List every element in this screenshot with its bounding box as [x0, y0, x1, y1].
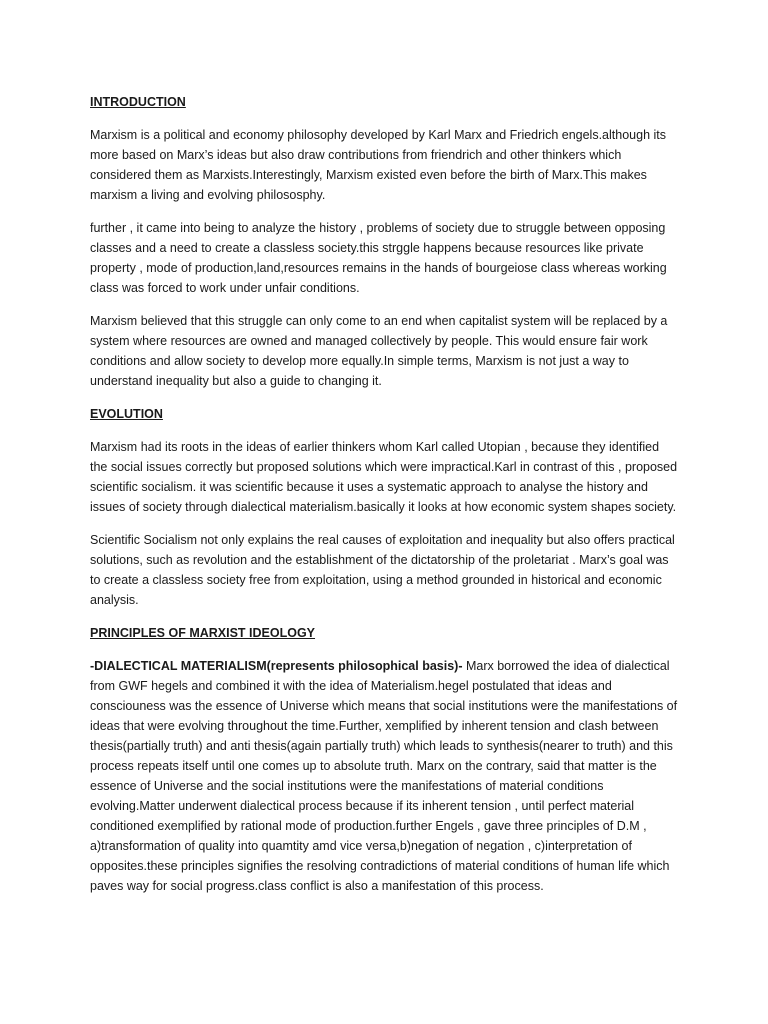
heading-principles: PRINCIPLES OF MARXIST IDEOLOGY — [90, 626, 316, 640]
evolution-paragraph-1: Marxism had its roots in the ideas of earlier thinkers whom Karl called Utopian , because they identified the social issues correctly but proposed solutions which were impractical.Karl in contrast of this , proposed scientific socialism. it was scientific because it uses a systematic approach to analyse the history and issues of society through dialectical materialism.basically it looks at how economic system shapes society. — [90, 440, 678, 514]
document-page — [90, 92, 678, 909]
evolution-paragraph-2: Scientific Socialism not only explains the real causes of exploitation and inequality but also offers practical solutions, such as revolution and the establishment of the dictatorship of the proletariat . Marx’s goal was to create a classless society free from exploitation, using a method grounded in historical and economic analysis. — [90, 533, 675, 607]
dialectical-materialism-body: Marx borrowed the idea of dialectical from GWF hegels and combined it with the idea of Materialism.hegel postulated that ideas and consciouness was the essence of Universe which means that social institutions were the manifestations of ideas that were evolving throughout the time.Further, xemplified by inherent tension and clash between thesis(partially truth) and anti thesis(again partially truth) which leads to synthesis(nearer to truth) and this process repeats itself until one comes up to absolute truth. Marx on the contrary, said that matter is the essence of Universe and the social institutions were the manifestations of material conditions evolving.Matter underwent dialectical process because if its inherent tension , until perfect material conditioned exemplified by rational mode of production.further Engels , gave three principles of D.M , a)transformation of quality into quamtity amd vice versa,b)negation of negation , c)interpretation of opposites.these principles signifies the resolving contradictions of material conditions of human life which paves way for social progress.class conflict is also a manifestation of this process. — [90, 659, 678, 893]
dialectical-materialism-lead: -DIALECTICAL MATERIALISM(represents philosophical basis)- — [90, 659, 463, 673]
introduction-paragraph-3: Marxism believed that this struggle can only come to an end when capitalist system will be replaced by a system where resources are owned and managed collectively by people. This would ensure fair work conditions and allow society to develop more equally.In simple terms, Marxism is not just a way to understand inequality but also a guide to changing it. — [90, 314, 668, 388]
introduction-paragraph-2: further , it came into being to analyze the history , problems of society due to struggle between opposing classes and a need to create a classless society.this strggle happens because resources like private property , mode of production,land,resources remains in the hands of bourgeiose class whereas working class was forced to work under unfair conditions. — [90, 221, 667, 295]
dialectical-materialism-paragraph — [90, 656, 678, 896]
introduction-paragraph-1: Marxism is a political and economy philosophy developed by Karl Marx and Friedrich engels.although its more based on Marx’s ideas but also draw contributions from friendrich and other thinkers which considered them as Marxists.Interestingly, Marxism existed even before the birth of Marx.This makes marxism a living and evolving philososphy. — [90, 128, 666, 202]
heading-evolution: EVOLUTION — [90, 407, 163, 421]
heading-introduction: INTRODUCTION — [90, 95, 186, 109]
